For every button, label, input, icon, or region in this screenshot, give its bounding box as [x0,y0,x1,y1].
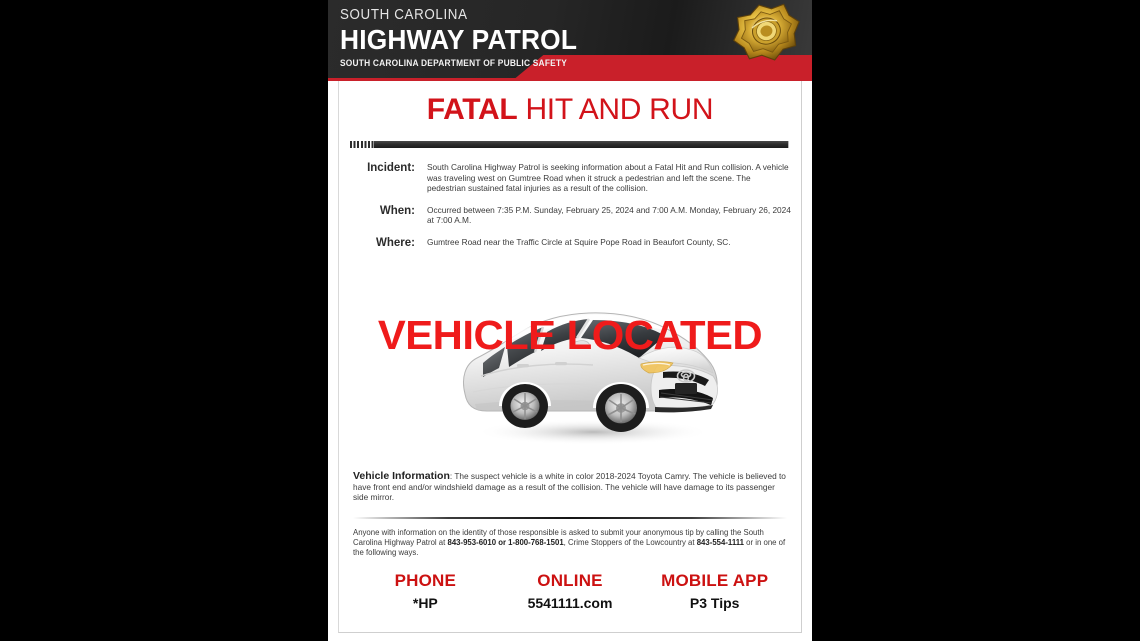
agency-department-name: SOUTH CAROLINA DEPARTMENT OF PUBLIC SAFETY [340,58,568,69]
detail-value-when: Occurred between 7:35 P.M. Sunday, February 25, 2024 and 7:00 A.M. Monday, February 26, 2024 at 7:00 A.M. [427,204,791,226]
detail-label-where: Where: [376,236,415,249]
white-sedan-illustration [443,266,723,461]
title-divider-bar [350,141,789,148]
contact-method-online[interactable] [498,571,643,611]
detail-row-where [353,237,791,249]
flyer-body [338,81,802,633]
rear-wheel [502,384,548,428]
page-title [339,93,801,127]
contact-methods [353,571,787,611]
contact-mobile-title: MOBILE APP [661,570,769,590]
detail-row-incident [353,162,791,194]
vehicle-located-overlay: VEHICLE LOCATED [377,311,763,358]
contact-mobile-value: P3 Tips [689,594,740,611]
tip-phone-schp: 843-953-6010 or 1-800-768-1501 [447,538,564,548]
divider-tick-marks [350,141,374,148]
detail-value-where: Gumtree Road near the Traffic Circle at Squire Pope Road in Beaufort County, SC. [427,236,731,247]
section-divider [353,517,787,519]
vehicle-information-block [353,471,789,503]
detail-label-incident: Incident: [367,162,415,174]
contact-method-phone [353,571,498,611]
bulletin-flyer [328,0,812,641]
headline-rest: HIT AND RUN [517,93,714,126]
headline-emphasis: FATAL [426,93,518,126]
vehicle-photo [339,260,801,465]
vehicle-information-label: Vehicle Information [353,469,450,482]
police-badge-icon [730,2,804,66]
tip-instructions [353,528,789,559]
tip-text-part2: , Crime Stoppers of the Lowcountry at [563,538,697,548]
detail-row-when [353,205,791,226]
agency-title-block [340,7,598,69]
contact-online-value[interactable]: 5541111.com [527,594,613,611]
tip-phone-crimestoppers: 843-554-1111 [696,538,744,548]
detail-value-incident: South Carolina Highway Patrol is seeking information about a Fatal Hit and Run collision. A vehicle was traveling west on Gumtree Road when it struck a pedestrian and left the scene. The pedestrian sustained fatal injuries as a result of the collision. [427,162,789,194]
detail-label-when: When: [379,204,415,217]
tip-text-part1: Anyone with information on the identity of those responsible is asked to submit your anonymous tip by calling the South Carolina Highway Patrol at [353,528,764,548]
agency-masthead [328,0,812,81]
tip-text-part3: or in one of the following ways. [353,538,786,558]
front-wheel [596,384,646,432]
contact-method-mobile-app [642,571,787,611]
agency-state-name: SOUTH CAROLINA [340,7,468,23]
vehicle-information-text: : The suspect vehicle is a white in color 2018-2024 Toyota Camry. The vehicle is believed to have front end and/or windshield damage as a result of the collision. The vehicle will have damage to its passenger side mirror. [353,470,786,503]
incident-details [353,162,791,249]
contact-phone-value: *HP [412,594,438,611]
contact-phone-title: PHONE [394,570,457,590]
agency-name: HIGHWAY PATROL [340,24,578,55]
contact-online-title: ONLINE [537,570,603,590]
